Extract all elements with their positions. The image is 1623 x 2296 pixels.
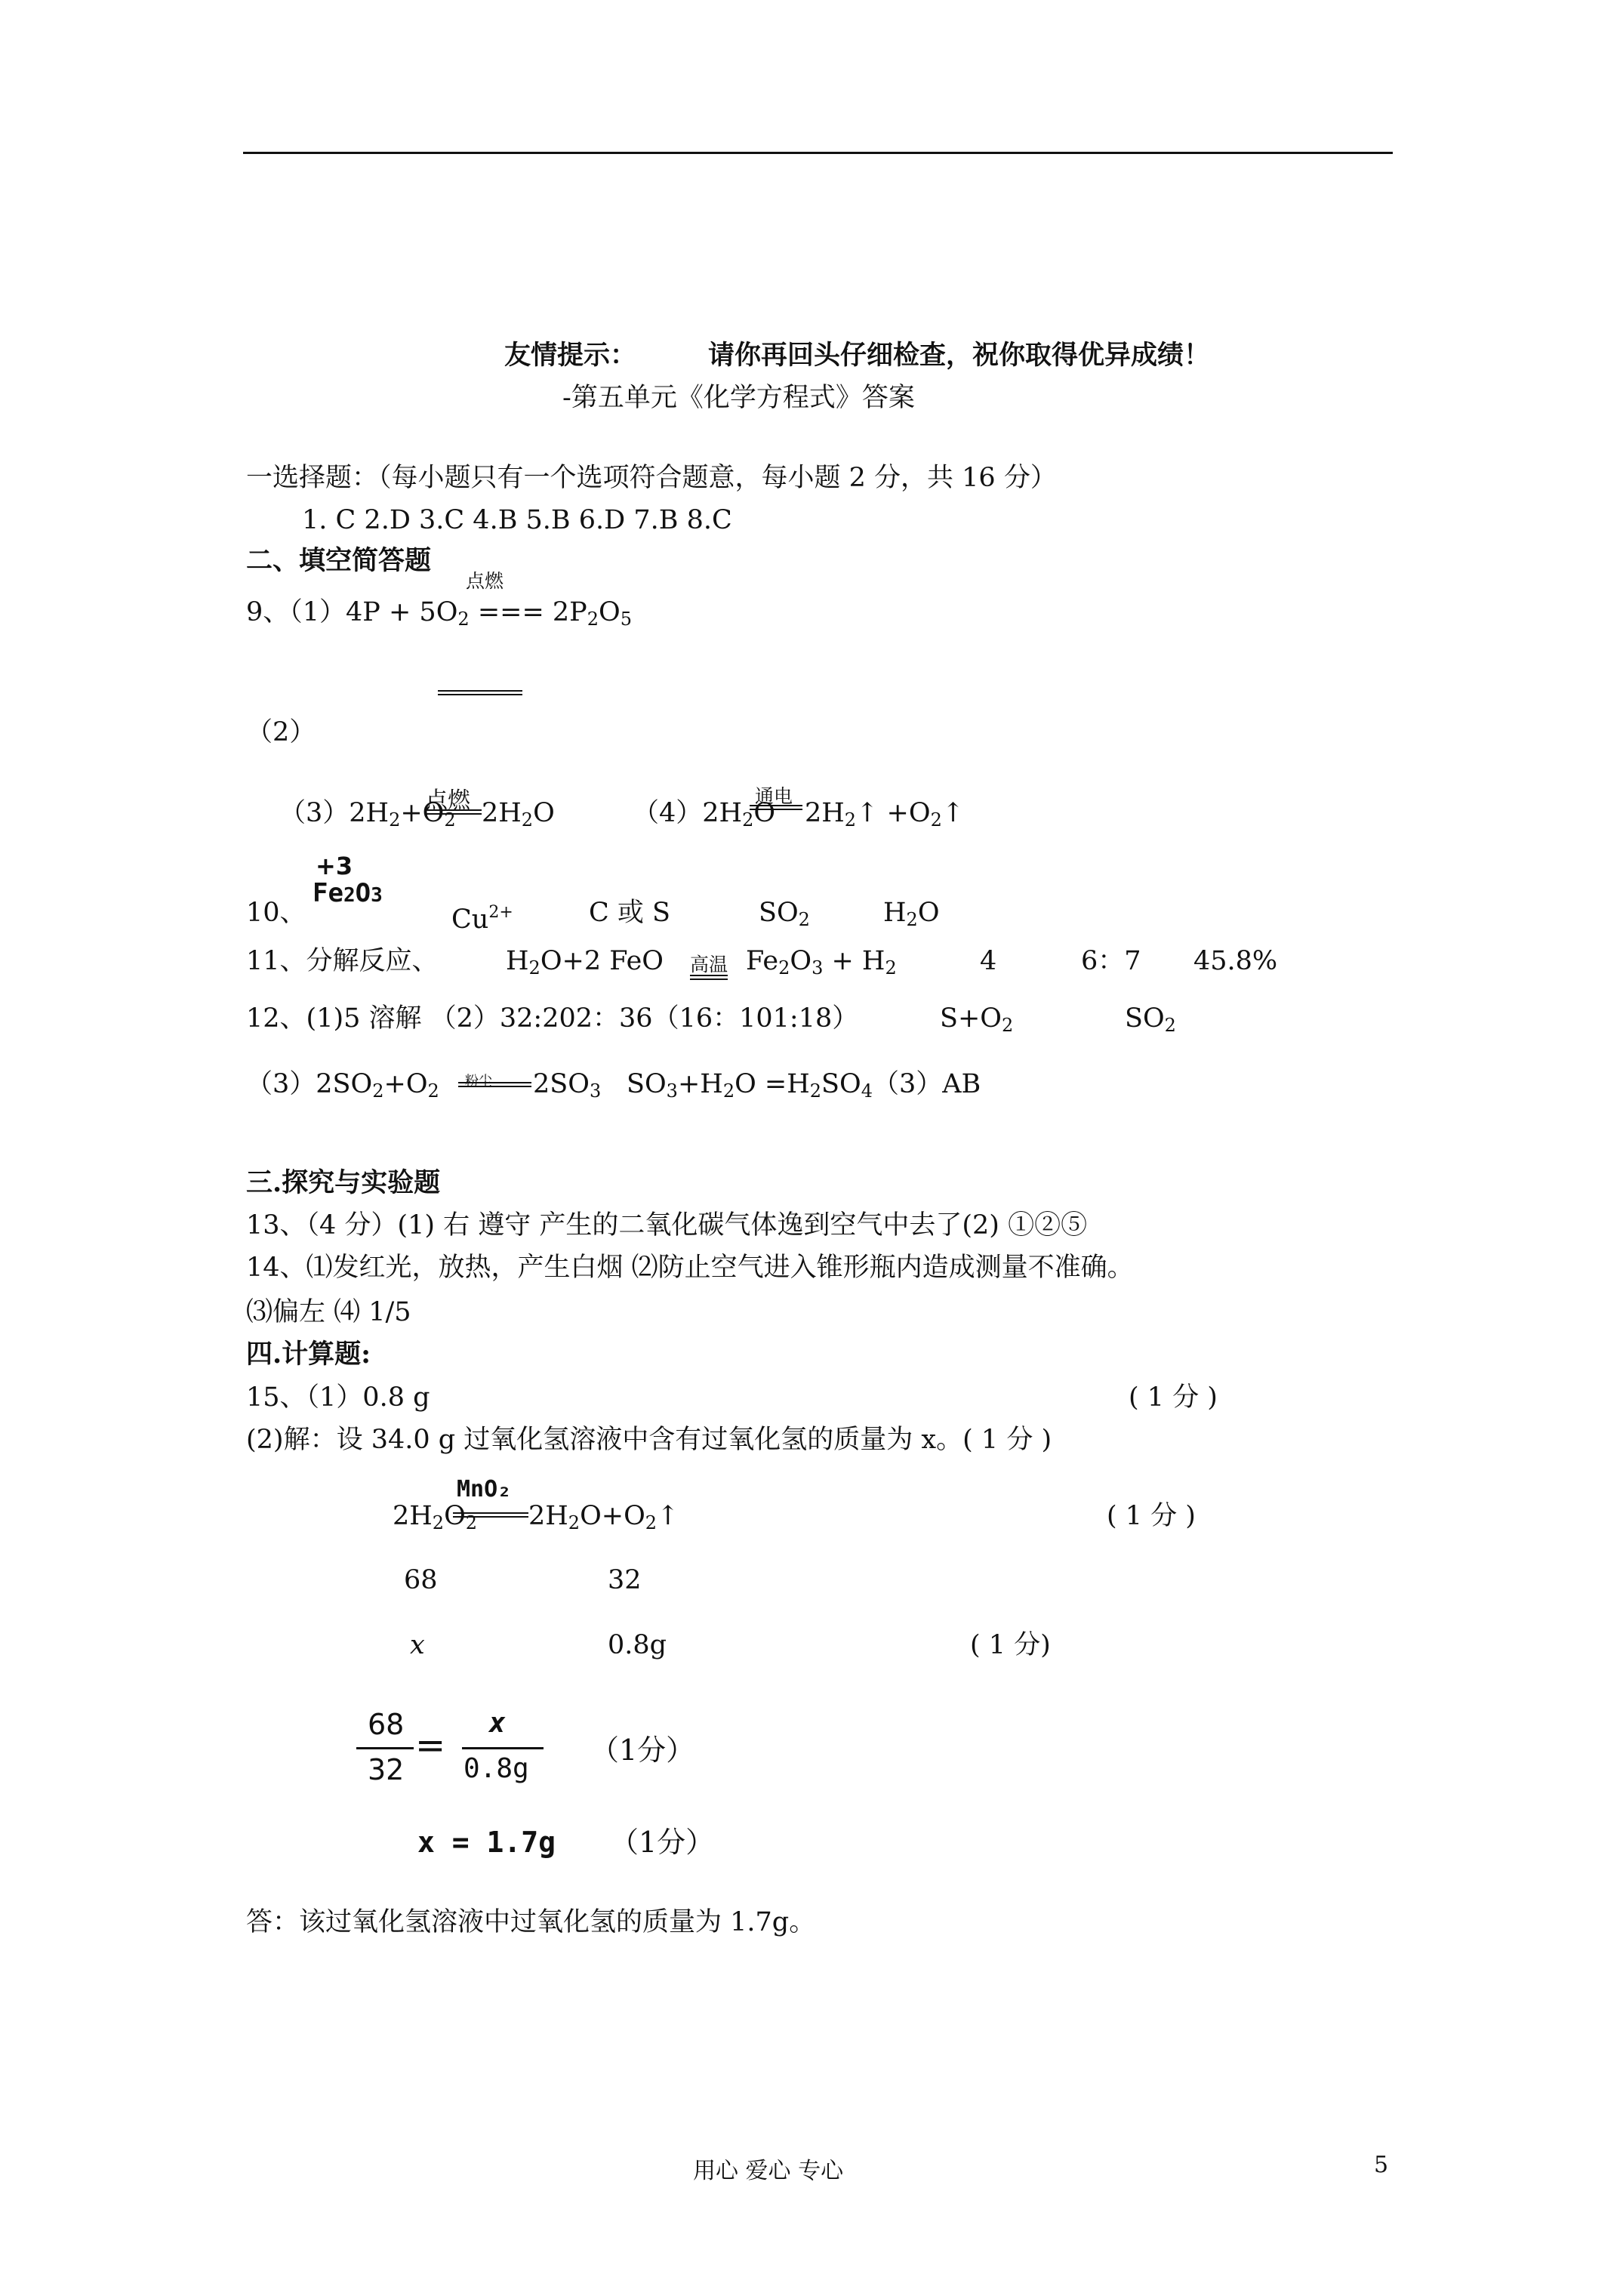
q12-so2-text: SO [1125,1003,1165,1034]
q10-so2 [759,896,810,936]
q10-fe: Fe [313,878,343,908]
q9-part3-cond: 点燃 [425,787,470,814]
q10-cu [451,896,513,936]
section1-title: 一选择题： [246,463,379,493]
q12-so2 [1125,1002,1176,1042]
q12-l2-sub4: 3 [666,1080,678,1102]
section1-answers: 1. C 2.D 3.C 4.B 5.B 6.D 7.B 8.C [302,505,732,535]
q10-h2o-sub: 2 [906,909,918,930]
eq-prod: 2H [528,1501,568,1531]
q9-part2-equals [438,690,522,695]
q9-eq-mid: === 2P [469,597,587,627]
frac-num2: x [489,1708,506,1739]
frac-score: （1分） [590,1734,695,1767]
final-answer: 答：该过氧化氢溶液中过氧化氢的质量为 1.7g。 [246,1907,816,1937]
q10-fe-o: O [355,878,371,908]
q12-l2-plus: +O [383,1069,428,1099]
section4-title: 四.计算题: [246,1339,371,1370]
q10-formula [313,878,383,908]
tip-text: 请你再回头仔细检查，祝你取得优异成绩！ [708,340,1211,371]
eq-cond: MnO₂ [457,1476,512,1502]
q10-valence: +3 [316,852,353,880]
q12-so2-sub: 2 [1164,1015,1176,1036]
section1-note: （每小题只有一个选项符合题意，每小题 2 分，共 16 分） [378,463,1057,493]
eq-reactant [393,1499,477,1539]
section3-title: 三.探究与实验题 [246,1167,441,1198]
q9-p4-plus: ↑ +O [856,798,931,828]
result: x = 1.7g [417,1826,556,1859]
q10-label: 10、 [246,898,306,928]
q12-s-o2 [940,1002,1013,1042]
q9-part3-product: $2H_2O$ [482,798,555,831]
q9-equation [246,596,632,636]
q15-2: (2)解：设 34.0 g 过氧化氢溶液中含有过氧化氢的质量为 x。( 1 分 ) [246,1425,1052,1455]
q9-part4-product: $2H_2↑$ $+O_2↑$ [805,798,965,831]
q12-equals [458,1082,531,1087]
q10-cu-text: Cu [451,905,489,935]
eq-product [528,1499,679,1539]
q9-o-sub: 5 [620,609,633,630]
q9-part4: $(4)2H_2O$ [633,798,776,831]
footer-motto: 用心 爱心 专心 [693,2158,844,2184]
q12-l2-sub6: 2 [809,1080,822,1102]
section1-heading [246,461,1057,495]
q10-h2o-o: O [917,898,940,928]
q12-l2-prod: 2SO [533,1069,590,1099]
section2-title: 二、填空简答题 [246,545,432,576]
eq-s4: 2 [645,1512,658,1533]
x-label: x [410,1630,425,1660]
q11-reactants [506,945,664,985]
eq-prod2: O+O [580,1501,645,1531]
q12-l2-eq2d: SO [821,1069,861,1099]
q12-l2-eq2b: +H [677,1069,723,1099]
frac-line2 [462,1747,544,1749]
q11-equals [690,975,728,980]
q9-p3-suffix: 2H [482,798,522,828]
mass-32: 32 [608,1565,642,1595]
q11-v1: 4 [980,946,997,976]
frac-den2: 0.8g [463,1753,529,1784]
q10-so2-text: SO [759,898,799,928]
q9-part4-cond: 通电 [755,785,793,807]
q9-p3-prefix: （3）2H [279,798,390,828]
q10-fe-o-sub: 3 [371,884,383,907]
q10-cu-charge: 2+ [488,903,513,922]
q11-v3: 45.8% [1193,946,1278,976]
q11-products [746,945,897,985]
q14-line2: ⑶偏左 ⑷ 1/5 [246,1297,411,1327]
q11-r-h: H [506,946,529,976]
q10-fe-sub: 2 [343,884,356,907]
mass-68: 68 [404,1565,438,1595]
q9-part2: （2） [246,717,316,747]
q12-s-o2-sub: 2 [1002,1015,1014,1036]
result-score: （1分） [610,1826,715,1859]
q9-o: O [599,597,621,627]
frac-num1: 68 [368,1708,405,1741]
q10-so2-sub: 2 [798,909,810,930]
q9-p3-o: O [533,798,555,828]
q12-line2-rest [533,1068,601,1108]
q12-l2-sub3: 3 [589,1080,602,1102]
q12-l2-eq2a: SO [627,1069,667,1099]
q9-label: 9、（1）4P + 5O [246,597,458,627]
q12-l2-eq2c: O =H [735,1069,810,1099]
q11-p-sub2: 3 [812,957,824,978]
answer-title: -第五单元《化学方程式》答案 [562,383,915,413]
q11-p-sub3: 2 [885,957,897,978]
eq-o: O [444,1501,466,1531]
eq-arrow: ↑ [657,1501,679,1531]
eq-s2: 2 [465,1512,478,1533]
q11-cond: 高温 [690,954,728,975]
eq-prefix: 2H [393,1501,433,1531]
q12-l2-sub7: 4 [861,1080,873,1102]
q11-r-rest: O+2 FeO [540,946,664,976]
eq-s1: 2 [432,1512,445,1533]
q11-r-sub: 2 [528,957,540,978]
q12-l2-sub5: 2 [722,1080,735,1102]
q9-p4-prefix: （4）2H [633,798,743,828]
eq-score: ( 1 分 ) [1107,1501,1196,1531]
q10-c-or-s: C 或 S [589,898,671,928]
q11-p-fe: Fe [746,946,779,976]
q14-line1: 14、⑴发红光，放热，产生白烟 ⑵防止空气进入锥形瓶内造成测量不准确。 [246,1253,1134,1283]
q12-line1: 12、(1)5 溶解 （2）32:202：36（16：101:18） [246,1003,859,1034]
tip-label: 友情提示： [504,340,637,371]
q9-p4-arrow: ↑ [941,798,965,828]
q12-l2-sub2: 2 [427,1080,439,1102]
q10-h2o-h: H [883,898,907,928]
q12-s-o2-text: S+O [940,1003,1002,1034]
header-rule [243,152,1393,154]
q15-1-score: ( 1 分 ) [1129,1382,1218,1413]
eq-s3: 2 [568,1512,581,1533]
q9-part3: $(3)2H_2+O_2$ [279,798,456,831]
q13: 13、（4 分）(1) 右 遵守 产生的二氧化碳气体逸到空气中去了(2) ①②⑤ [246,1210,1088,1240]
q12-l2-sub1: 2 [372,1080,384,1102]
frac-line1 [356,1747,414,1749]
q9-condition: 点燃 [466,570,504,592]
q9-p-sub: 2 [587,609,599,630]
frac-eq: = [415,1724,446,1767]
page-number: 5 [1374,2152,1389,2178]
q11-label: 11、分解反应、 [246,946,439,976]
frac-den1: 32 [368,1753,405,1786]
q11-p-o: O [790,946,812,976]
x-score: ( 1 分) [970,1630,1051,1660]
q11-p-sub1: 2 [778,957,790,978]
x-mass: 0.8g [608,1630,667,1660]
q15-1: 15、（1）0.8 g [246,1382,430,1413]
q12-line2-prefix [246,1068,439,1108]
q9-o2-sub: 2 [457,609,470,630]
q11-v2: 6：7 [1081,946,1141,976]
q9-p4-suffix: 2H [805,798,845,828]
q11-p-rest: + H [823,946,885,976]
q12-line2-eq2 [627,1068,981,1108]
q12-cond: 粉尘 [465,1074,492,1089]
q12-l2-prefix: （3）2SO [246,1069,373,1099]
q12-l2-tail: （3）AB [873,1069,981,1099]
q10-h2o [883,896,940,936]
